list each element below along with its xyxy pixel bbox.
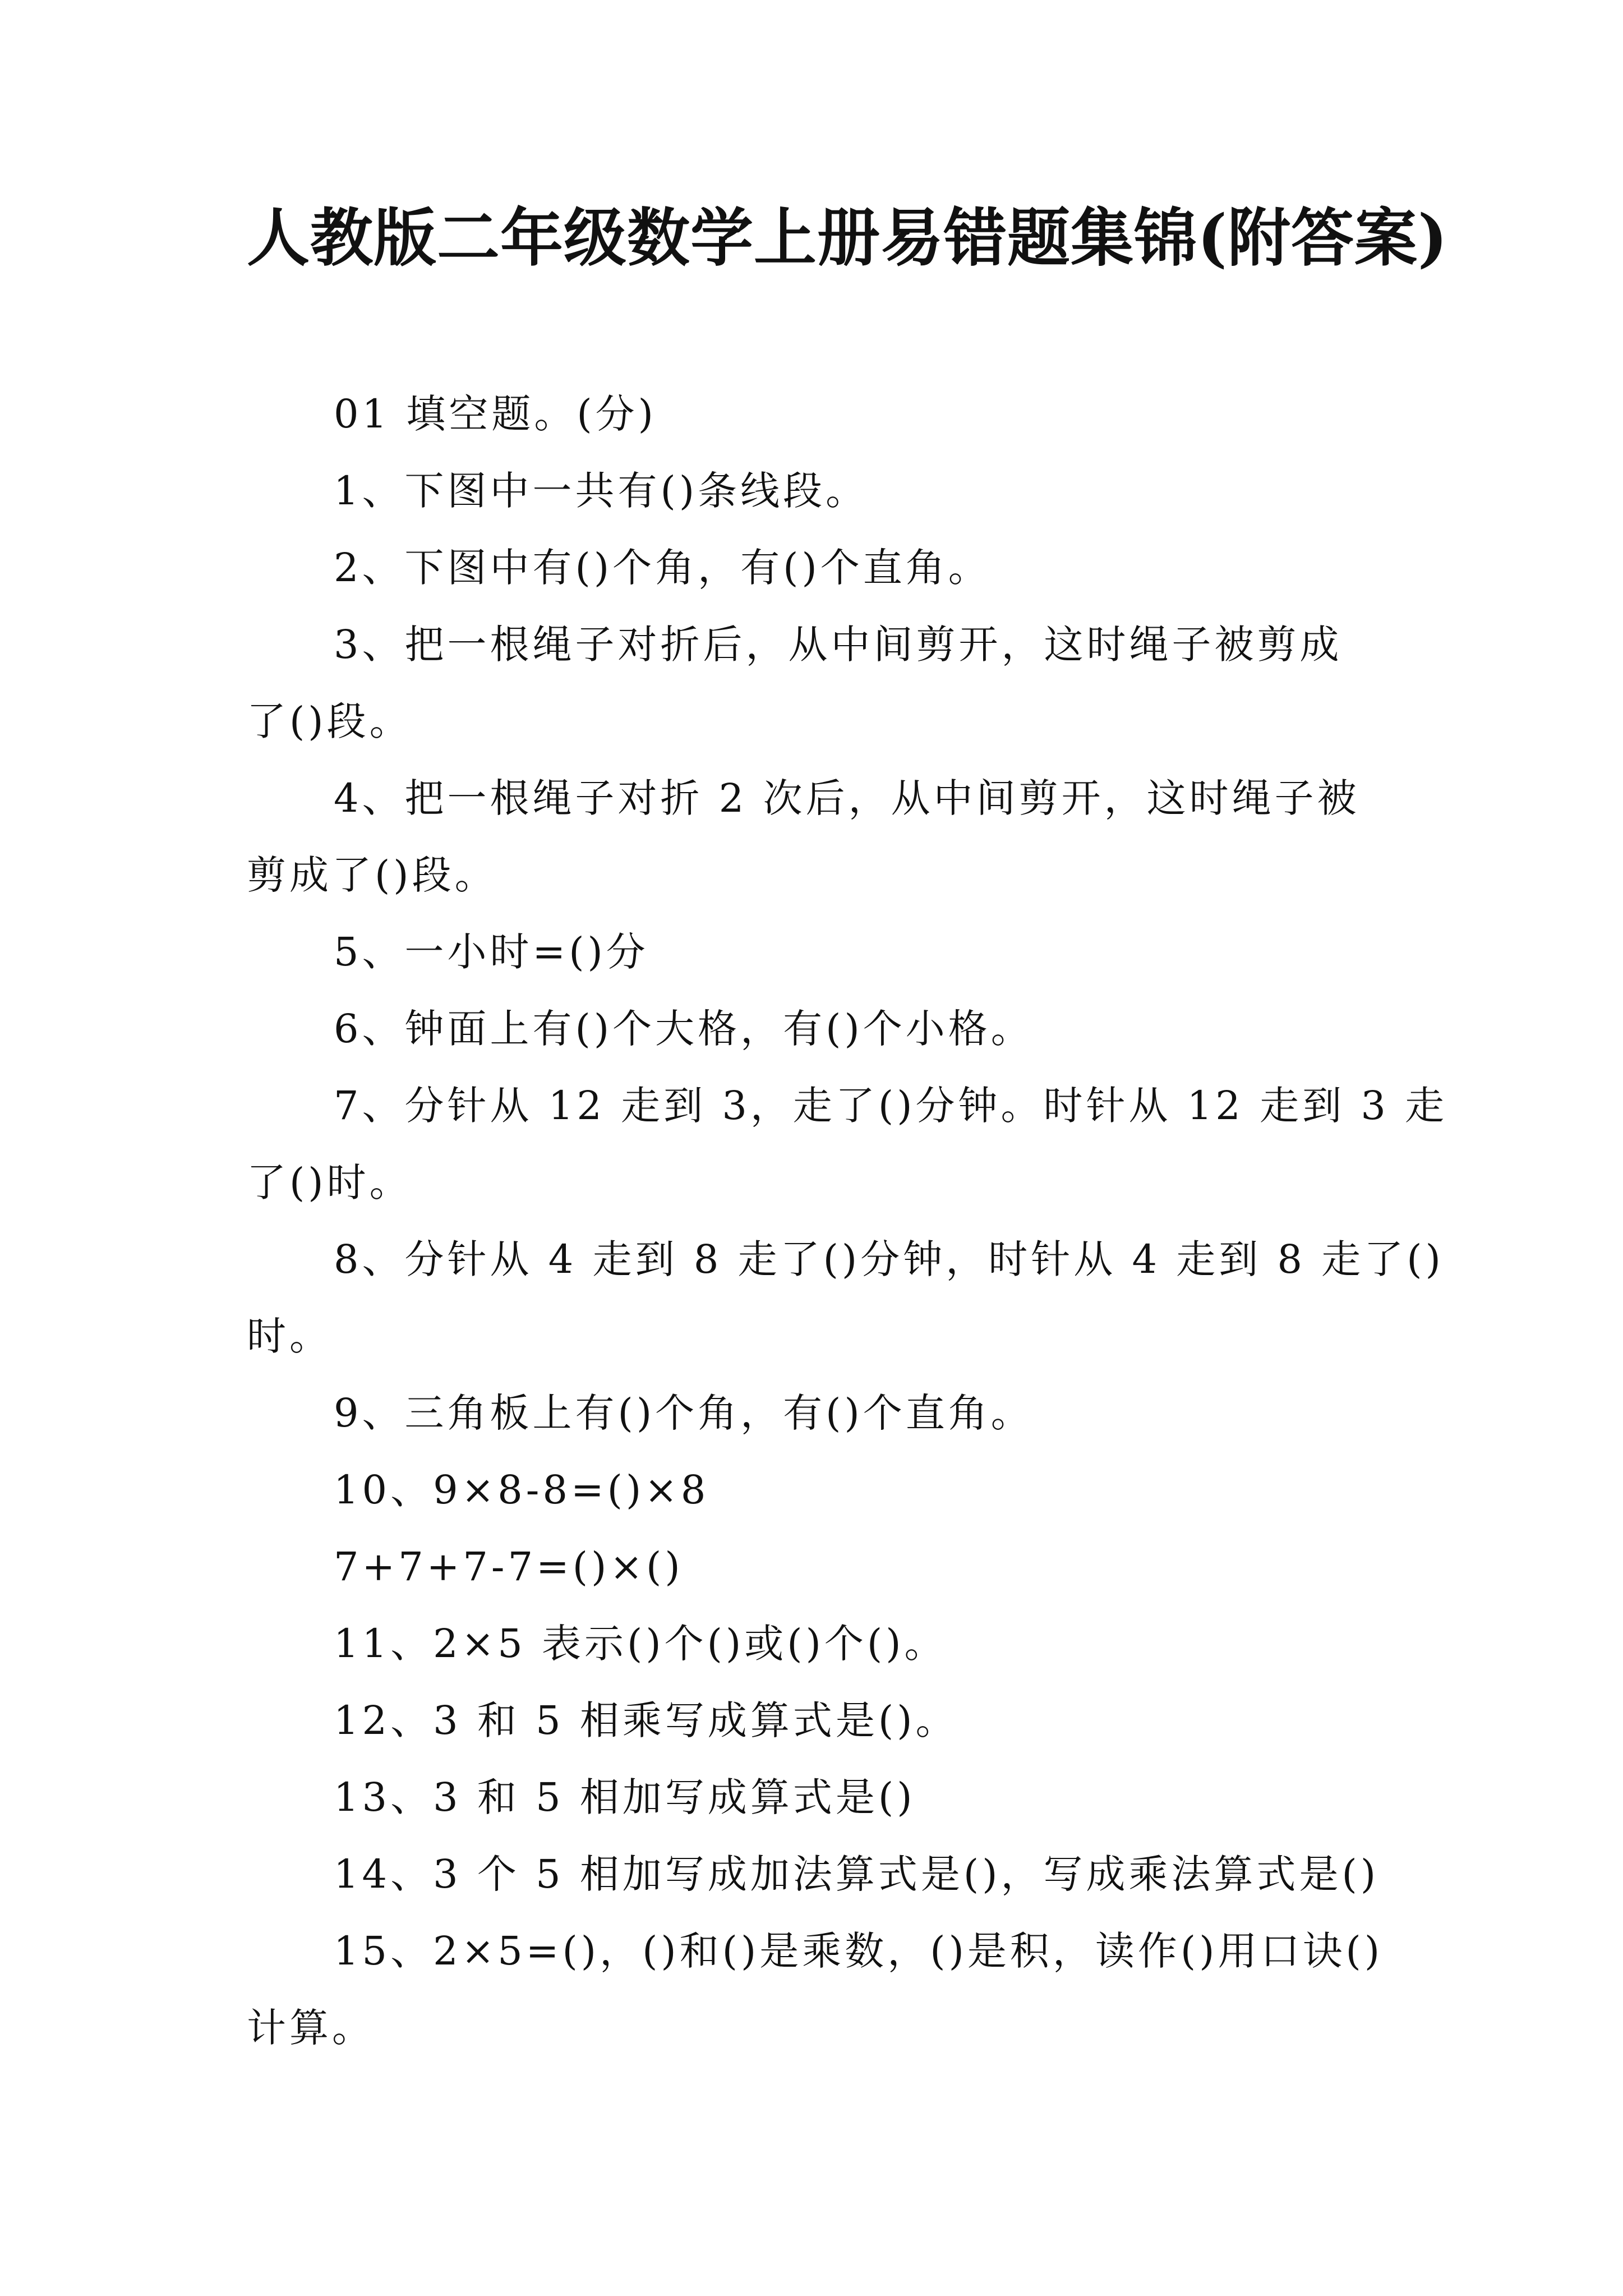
question-14: 14、3 个 5 相加写成加法算式是()，写成乘法算式是()	[334, 1851, 1380, 1897]
question-15: 15、2×5=()，()和()是乘数，()是积，读作()用口诀()	[334, 1928, 1384, 1974]
question-3: 3、把一根绳子对折后，从中间剪开，这时绳子被剪成	[334, 622, 1343, 668]
question-8: 8、分针从 4 走到 8 走了()分钟，时针从 4 走到 8 走了()	[334, 1236, 1444, 1282]
question-2: 2、下图中有()个角，有()个直角。	[334, 545, 991, 591]
question-4-continued: 剪成了()段。	[247, 852, 497, 898]
question-13: 13、3 和 5 相加写成算式是()	[334, 1774, 916, 1820]
question-1: 1、下图中一共有()条线段。	[334, 468, 869, 514]
section-heading: 01 填空题。(分)	[334, 391, 657, 437]
question-10: 10、9×8-8=()×8	[334, 1467, 709, 1513]
question-3-continued: 了()段。	[247, 698, 412, 744]
question-10-part-2: 7+7+7-7=()×()	[334, 1544, 684, 1590]
question-7-continued: 了()时。	[247, 1159, 412, 1205]
question-6: 6、钟面上有()个大格，有()个小格。	[334, 1006, 1034, 1052]
question-9: 9、三角板上有()个角，有()个直角。	[334, 1390, 1034, 1436]
question-8-continued: 时。	[247, 1313, 332, 1359]
question-4: 4、把一根绳子对折 2 次后，从中间剪开，这时绳子被	[334, 775, 1360, 821]
question-15-continued: 计算。	[247, 2005, 375, 2051]
question-11: 11、2×5 表示()个()或()个()。	[334, 1621, 947, 1667]
document-title: 人教版二年级数学上册易错题集锦(附答案)	[247, 201, 1448, 275]
question-5: 5、一小时=()分	[334, 929, 649, 975]
document-body	[247, 376, 1448, 2067]
question-12: 12、3 和 5 相乘写成算式是()。	[334, 1697, 958, 1743]
question-7: 7、分针从 12 走到 3，走了()分钟。时针从 12 走到 3 走	[334, 1083, 1448, 1129]
